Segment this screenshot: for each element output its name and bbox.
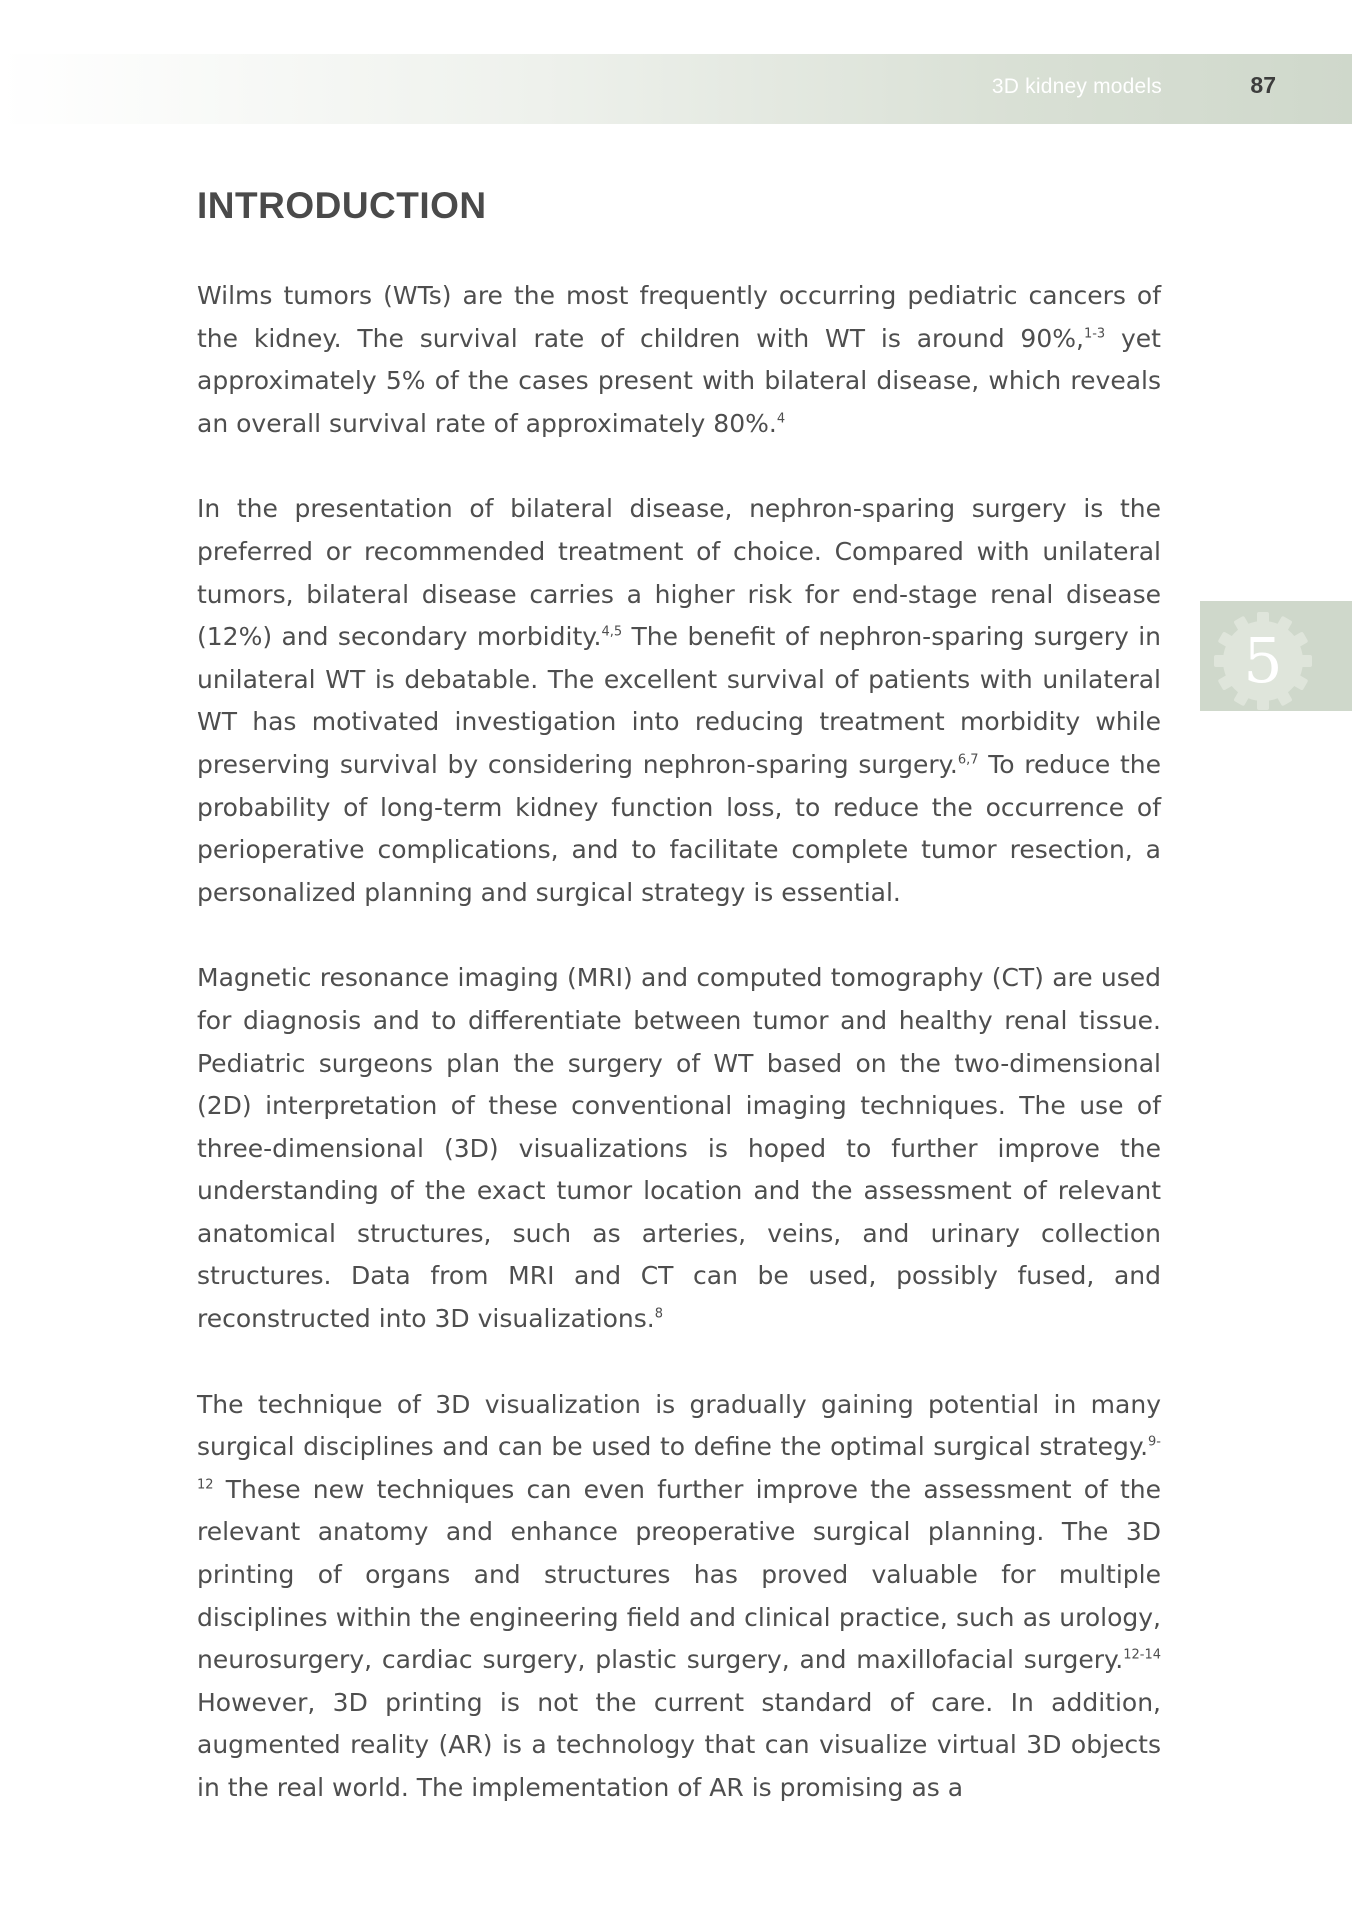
- paragraph-text: Magnetic resonance imaging (MRI) and computed tomography (CT) are used for diagnosis and to differentiate between tumor and healthy renal tissue. Pediatric surgeons plan the surgery of WT based on the two-dimensional (2D) interpretation of these conventional imaging techniques. The use of three-dimensional (3D) visualizations is hoped to further improve the understanding of the exact tumor location and the assessment of relevant anatomical structures, such as arteries, veins, and urinary collection structures. Data from MRI and CT can be used, possibly fused, and reconstructed into 3D visualizations.: [197, 963, 1161, 1334]
- paragraph-text: yet approximately 5% of the cases present with bilateral disease, which reveals an overall survival rate of approximately 80%.: [197, 323, 1161, 438]
- paragraph-text: The technique of 3D visualization is gradually gaining potential in many surgical disciplines and can be used to define the optimal surgical strategy.: [197, 1389, 1161, 1462]
- citation-ref: 6,7: [957, 752, 979, 768]
- paragraph-text: These new techniques can even further improve the assessment of the relevant anatomy and enhance preoperative surgical planning. The 3D printing of organs and structures has proved valuable for multiple disciplines within the engineering field and clinical practice, such as urology, neurosurgery, cardiac surgery, plastic surgery, and maxillofacial surgery.: [197, 1474, 1161, 1675]
- citation-ref: 8: [654, 1306, 664, 1322]
- paragraph-text: Wilms tumors (WTs) are the most frequently occurring pediatric cancers of the kidney. The survival rate of children with WT is around 90%,: [197, 281, 1161, 353]
- citation-ref: 12-14: [1123, 1647, 1161, 1663]
- main-content: [197, 185, 1161, 1853]
- section-heading: INTRODUCTION: [197, 185, 487, 226]
- paragraph-text: To reduce the probability of long-term kidney function loss, to reduce the occurrence of perioperative complications, and to facilitate complete tumor resection, a personalized planning and surgical strategy is essential.: [197, 749, 1162, 907]
- citation-ref: 4,5: [601, 624, 623, 640]
- running-title: 3D kidney models: [991, 75, 1162, 98]
- paragraph-3: [197, 957, 1161, 1340]
- paragraph-text: The benefit of nephron-sparing surgery in unilateral WT is debatable. The excellent survival of patients with unilateral WT has motivated investigation into reducing treatment morbidity while preserving survival by considering nephron-sparing surgery.: [197, 622, 1161, 779]
- page-number: 87: [1250, 72, 1276, 98]
- paragraph-2: [197, 488, 1161, 914]
- paragraph-text: However, 3D printing is not the current standard of care. In addition, augmented reality (AR) is a technology that can visualize virtual 3D objects in the real world. The implementation of AR is promising as a: [197, 1687, 1161, 1802]
- paragraph-text: In the presentation of bilateral disease, nephron-sparing surgery is the preferred or recommended treatment of choice. Compared with unilateral tumors, bilateral disease carries a higher risk for end-stage renal disease (12%) and secondary morbidity.: [197, 494, 1161, 652]
- chapter-number: 5: [1243, 624, 1283, 697]
- citation-ref: 9-12: [197, 1434, 1161, 1493]
- paragraph-1: [197, 275, 1161, 445]
- paragraph-4: [197, 1384, 1161, 1810]
- citation-ref: 1-3: [1083, 326, 1106, 342]
- citation-ref: 4: [776, 411, 786, 427]
